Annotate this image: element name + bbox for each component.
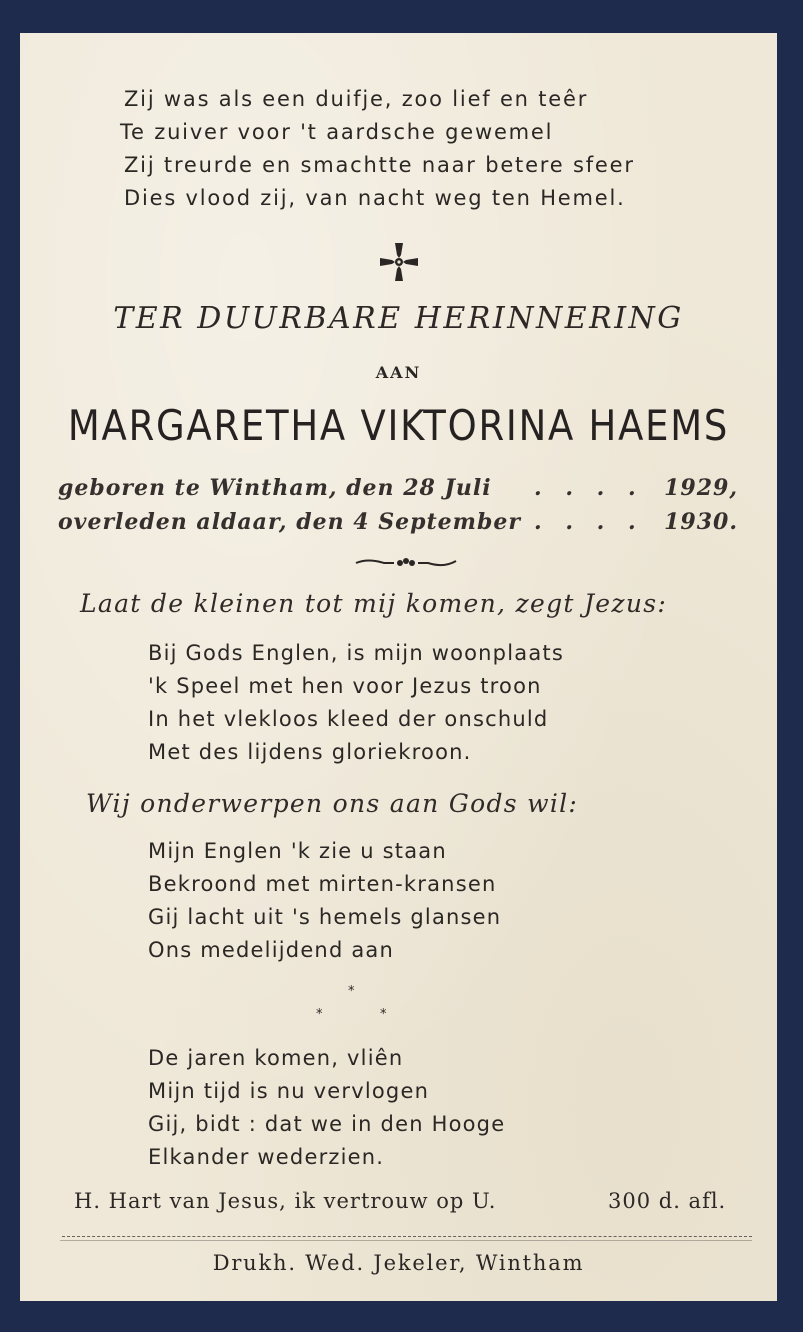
birth-year: 1929, xyxy=(664,475,738,501)
aan-label: AAN xyxy=(375,363,422,382)
deceased-name: MARGARETHA VIKTORINA HAEMS xyxy=(67,401,730,450)
verse-line: Bij Gods Englen, is mijn woonplaats xyxy=(148,641,564,665)
verse-line: Gij lacht uit 's hemels glansen xyxy=(148,905,502,929)
verse-line: Mijn Englen 'k zie u staan xyxy=(148,839,447,863)
death-year: 1930. xyxy=(664,509,738,535)
card-paper xyxy=(20,33,777,1301)
death-dots: . . . . xyxy=(534,509,644,535)
section-title: Laat de kleinen tot mij komen, zegt Jezus: xyxy=(80,589,668,618)
top-verse-line: Te zuiver voor 't aardsche gewemel xyxy=(120,120,554,144)
verse-line: 'k Speel met hen voor Jezus troon xyxy=(148,674,542,698)
verse-line: Mijn tijd is nu vervlogen xyxy=(148,1079,430,1103)
verse-line: Met des lijdens gloriekroon. xyxy=(148,740,472,764)
verse-line: De jaren komen, vliên xyxy=(148,1046,404,1070)
verse-line: Bekroond met mirten-kransen xyxy=(148,872,497,896)
death-line: overleden aldaar, den 4 September xyxy=(58,509,521,535)
top-verse-line: Zij was als een duifje, zoo lief en teêr xyxy=(124,87,589,111)
verse-line: Elkander wederzien. xyxy=(148,1145,385,1169)
top-verse-line: Dies vlood zij, van nacht weg ten Hemel. xyxy=(124,186,626,210)
prayer-line: H. Hart van Jesus, ik vertrouw op U. xyxy=(74,1189,497,1213)
star: * xyxy=(316,1007,323,1022)
printer-credit: Drukh. Wed. Jekeler, Wintham xyxy=(212,1251,585,1275)
star: * xyxy=(348,984,355,999)
verse-line: Ons medelijdend aan xyxy=(148,938,394,962)
top-verse-line: Zij treurde en smachtte naar betere sfeer xyxy=(124,153,635,177)
footer-divider xyxy=(62,1236,752,1237)
section-title: Wij onderwerpen ons aan Gods wil: xyxy=(86,789,579,818)
ornament-divider xyxy=(354,555,458,569)
birth-dots: . . . . xyxy=(534,475,644,501)
birth-line: geboren te Wintham, den 28 Juli xyxy=(58,475,492,501)
cross-icon xyxy=(378,241,420,283)
indulgence-note: 300 d. afl. xyxy=(608,1189,727,1213)
verse-line: In het vlekloos kleed der onschuld xyxy=(148,707,549,731)
memorial-heading: TER DUURBARE HERINNERING xyxy=(113,301,684,336)
verse-line: Gij, bidt : dat we in den Hooge xyxy=(148,1112,506,1136)
star: * xyxy=(380,1007,387,1022)
footer-divider-line xyxy=(60,1240,752,1241)
